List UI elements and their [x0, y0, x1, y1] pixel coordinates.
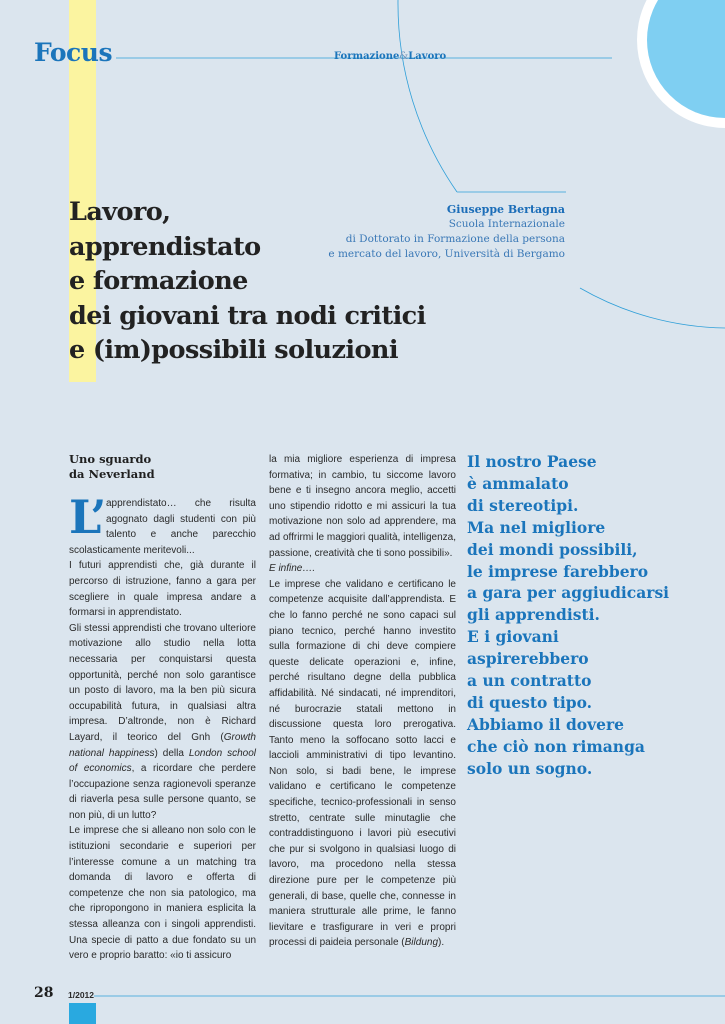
paragraph-text: ) della [154, 747, 189, 759]
pull-quote-line: solo un sogno. [467, 758, 593, 778]
section-label: Focus [34, 38, 113, 67]
paragraph-text: ). [438, 937, 445, 949]
blue-circle [647, 0, 725, 118]
paragraph-text: Le imprese che validano e certificano le competenze acquisite dall’apprendista. E che lo fanno perché ne sono capaci sul piano tecnico, perché hanno investito sulla formazione di chi deve compiere queste delicate operazioni e, infine, perché risultano degne della pubblica affidabilità. Né sindacati, né imprenditori, né burocrazie statali mettono in discussione questa loro prerogativa. Tanto meno la soffocano sotto lacci e laccioli amministrativi di tipo levantino. Non solo, si badi bene, le imprese validano e certificano le competenze specifiche, tecnico-professionali in senso stretto, centrate sulle minutaglie che contraddistinguono i lavori più esecutivi che pur si svolgono in qualsiasi luogo di lavoro, ma procedono nella stessa direzione pure per le competenze più generali, di base, quelle che, connesse in maniera strutturale alle prime, le fanno lievitare e trasfigurare in veri e propri processi di paideia personale ( [269, 578, 456, 949]
arc-upper [398, 0, 457, 192]
pull-quote-line: aspirerebbero [467, 649, 589, 669]
italic-text: Growth national happiness [69, 731, 256, 759]
pull-quote-line: di questo tipo. [467, 692, 593, 712]
paragraph [69, 621, 256, 824]
section-subtitle [334, 51, 446, 62]
pull-quote-line: a gara per aggiudicarsi [467, 583, 670, 603]
pull-quote-line: a un contratto [467, 671, 592, 691]
italic-text: London school of economics [69, 747, 256, 775]
pull-quote-line: E i giovani [467, 627, 559, 647]
pull-quote-line: le imprese farebbero [467, 561, 649, 581]
pull-quote-line: di stereotipi. [467, 495, 579, 515]
paragraph-text: , a ricordare che perdere l’occupazione senza ragionevoli speranze di riaverla pesa sulle persone quanto, se non più, di un lutto? [69, 763, 256, 821]
paragraph-text: apprendistato… che risulta agognato dagli studenti con più talento e anche parecchio scolasticamente meritevoli... [69, 498, 256, 556]
paragraph: Le imprese che si alleano non solo con le istituzioni secondarie e superiori per l’interesse comune a un matching tra domanda di lavoro e offerta di competenze che non sia patologico, ma che ripropongono in maniera esplicita la stessa alleanza con i singoli apprendisti. Una specie di patto a due fondato su un vero e proprio baratto: «io ti assicuro [69, 825, 256, 962]
subheading-line: da Neverland [69, 467, 155, 481]
pull-quote-line: Il nostro Paese [467, 452, 597, 471]
subheading [69, 452, 256, 482]
pull-quote-line: che ciò non rimanga [467, 736, 645, 756]
drop-cap: L’ [69, 490, 107, 544]
arc-lower [580, 288, 725, 328]
title-line: apprendistato [69, 231, 261, 262]
paragraph [269, 561, 456, 577]
italic-text: Bildung [404, 937, 438, 949]
italic-text: E infine…. [269, 563, 316, 575]
author-affiliation-line: Scuola Internazionale [448, 218, 565, 230]
pull-quote-line: dei mondi possibili, [467, 539, 638, 559]
author-affiliation-line: e mercato del lavoro, Università di Bergamo [328, 248, 565, 260]
subtitle-part2: Lavoro [408, 51, 447, 62]
page-number: 28 [34, 985, 54, 1001]
pull-quote-line: Ma nel migliore [467, 517, 606, 537]
subtitle-part1: Formazione [334, 51, 400, 62]
title-line: e (im)possibili soluzioni [69, 335, 398, 365]
author-name: Giuseppe Bertagna [446, 203, 565, 216]
title-line: e formazione [69, 266, 248, 296]
author-affiliation-line: di Dottorato in Formazione della persona [345, 233, 565, 245]
paragraph: I futuri apprendisti che, già durante il percorso di istruzione, fanno a gara per scegliere in quale impresa andare a formarsi in apprendistato. [69, 560, 256, 619]
paragraph [269, 577, 456, 951]
paragraph-text: Gli stessi apprendisti che trovano ulteriore motivazione allo studio nella lotta necessaria per conquistarsi questa opportunità, perché non solo garantisce un posto di lavoro, ma la ben più sicura occupabilità futura, in qualsiasi altra impresa. D’altronde, non è Richard Layard, il teorico del Gnh ( [69, 622, 256, 743]
paragraph: la mia migliore esperienza di impresa formativa; in cambio, tu siccome lavoro bene e ti insegno ancora meglio, accetti uno stipendio ridotto e mi assicuri la tua motivazione non solo ad apprendere, ma ad offrirmi le maggiori qualità, intelligenza, passione, creatività che ti sono possibili». [269, 454, 456, 559]
pull-quote-line: Abbiamo il dovere [467, 714, 625, 734]
title-line: Lavoro, [69, 197, 171, 227]
pull-quote-line: gli apprendisti. [467, 605, 600, 625]
issue-label: 1/2012 [68, 990, 94, 1000]
text-column-2 [269, 452, 456, 951]
author-block [328, 202, 565, 262]
subtitle-ampersand: & [399, 51, 409, 62]
subheading-line: Uno sguardo [69, 452, 152, 466]
pull-quote [467, 451, 672, 780]
text-column-1 [69, 452, 256, 964]
pull-quote-line: è ammalato [467, 473, 569, 493]
title-line: dei giovani tra nodi critici [69, 300, 426, 331]
paragraph [69, 490, 256, 558]
